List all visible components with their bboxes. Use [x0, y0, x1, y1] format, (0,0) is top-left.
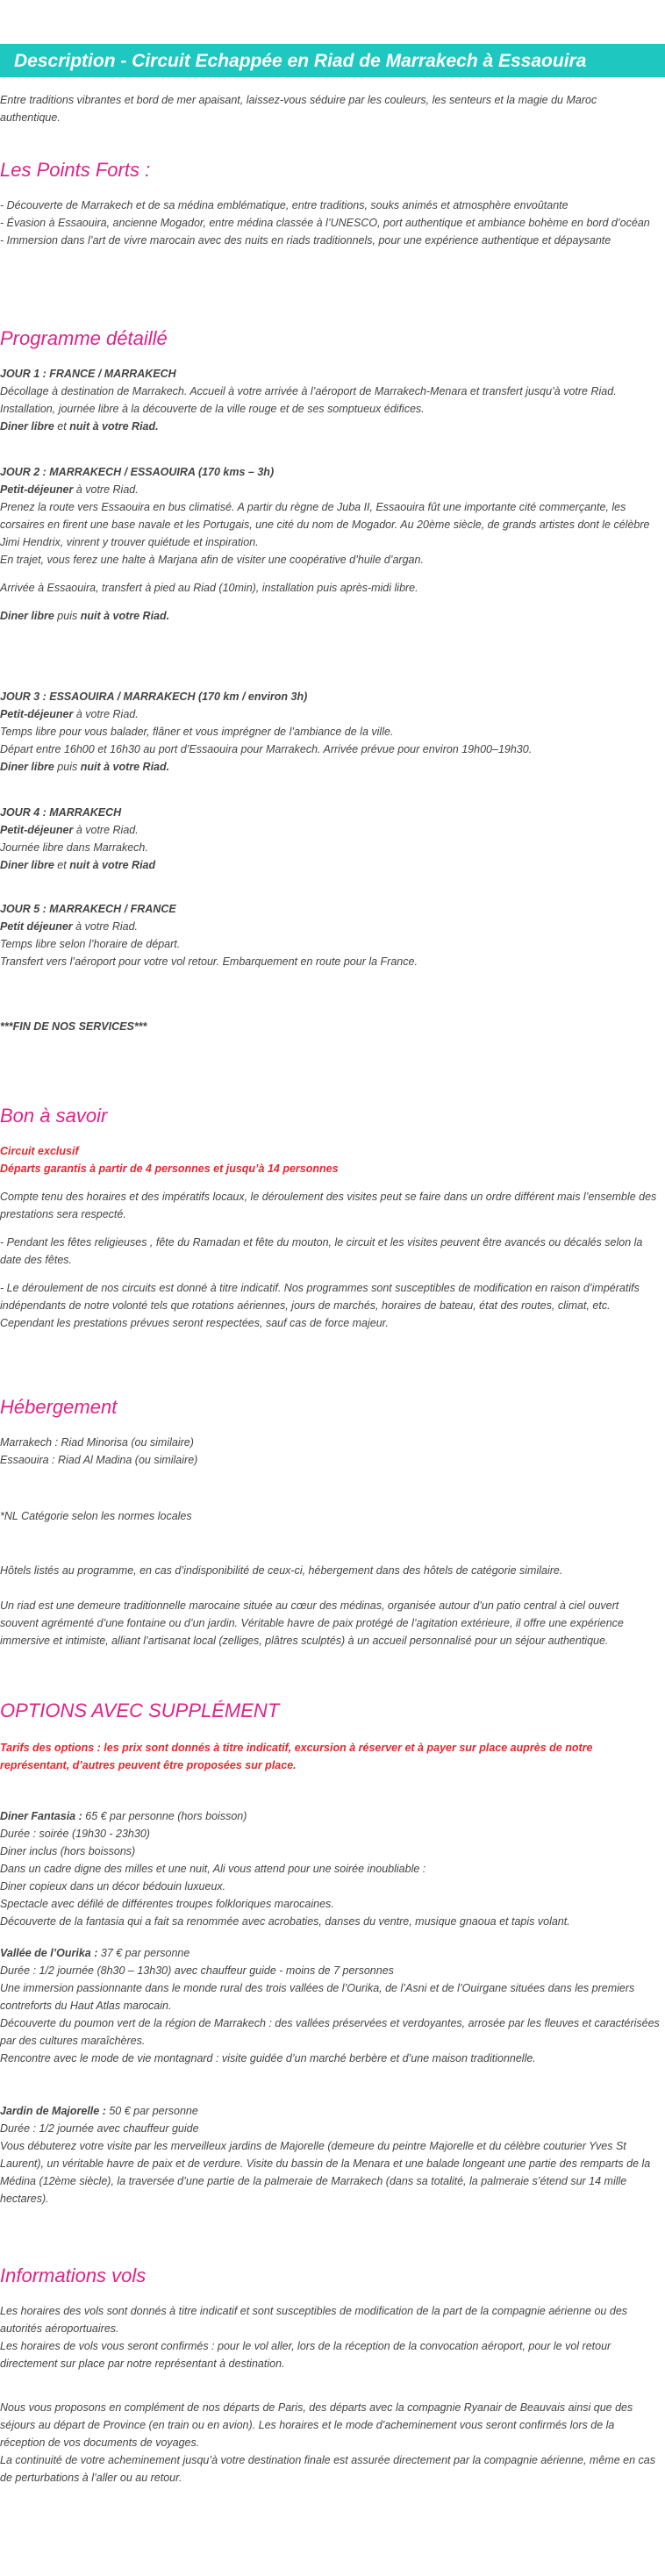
day5-breakfast-line [0, 918, 660, 935]
connector: puis [54, 610, 81, 622]
connector: puis [54, 761, 81, 773]
day4-block [0, 804, 660, 874]
petit-label: Petit-déjeuner [0, 824, 74, 836]
title-banner [0, 44, 665, 77]
day1-meal-line [0, 418, 660, 435]
hebergement-heading: Hébergement [0, 1396, 118, 1418]
points-forts-heading: Les Points Forts : [0, 159, 151, 181]
points-forts-list [0, 197, 660, 249]
majorelle-line: Durée : 1/2 journée avec chauffeur guide [0, 2122, 199, 2135]
connector: et [54, 859, 70, 871]
breakfast-rest: à votre Riad. [73, 824, 139, 836]
day3-title: JOUR 3 : ESSAOUIRA / MARRAKECH (170 km / environ 3h) [0, 691, 308, 703]
vols-p2: Les horaires de vols vous seront confirmés : pour le vol aller, lors de la réception de la convocation aéroport, pour le vol retour directement sur place par notre représentant à destination. [0, 2340, 611, 2370]
fantasia-name: Diner Fantasia : [0, 1810, 82, 1822]
ourika-line: Découverte du poumon vert de la région de Marrakech : des vallées préservées et verdoyantes, arrosée par les fleuves et caractérisées par des cultures maraîchères. [0, 2017, 660, 2047]
intro-paragraph: Entre traditions vibrantes et bord de mer apaisant, laissez-vous séduire par les couleurs, les senteurs et la magie du Maroc authentique. [0, 94, 597, 124]
nuit-label: nuit à votre Riad [69, 859, 156, 871]
ourika-title-line [0, 1944, 660, 1962]
fantasia-price: 65 € par personne (hors boisson) [82, 1810, 247, 1822]
majorelle-line: Vous débuterez votre visite par les merveilleux jardins de Majorelle (demeure du peintre Majorelle et du célèbre couturier Yves St Laurent), un véritable havre de paix et de verdure. Visite du bassin de la Menara et une balade longeant une partie des remparts de la Médina (12ème siècle), la traversée d’une partie de la palmeraie de Marrakech (dans sa totalité, la palmeraie s’étend sur 14 mille hectares). [0, 2140, 651, 2205]
ourika-name: Vallée de l’Ourika : [0, 1947, 98, 1959]
day3-meal-line [0, 758, 660, 776]
fantasia-line: Découverte de la fantasia qui a fait sa renommée avec acrobaties, danses du ventre, musique gnaoua et tapis volant. [0, 1915, 570, 1928]
list-item: - Découverte de Marrakech et de sa médina emblématique, entre traditions, souks animés et atmosphère envoûtante [0, 199, 568, 211]
hotel-essaouira: Essaouira : Riad Al Madina (ou similaire) [0, 1454, 198, 1466]
fantasia-title-line [0, 1807, 660, 1825]
day2-breakfast-line [0, 481, 660, 498]
option-ourika [0, 1944, 660, 2067]
petit-label: Petit déjeuner [0, 920, 73, 933]
fantasia-line: Diner copieux dans un décor bédouin luxueux. [0, 1880, 226, 1893]
hotel-marrakech: Marrakech : Riad Minorisa (ou similaire) [0, 1436, 194, 1449]
nl-categorie: *NL Catégorie selon les normes locales [0, 1510, 192, 1522]
ourika-price: 37 € par personne [97, 1947, 190, 1959]
intro-text [0, 91, 660, 126]
programme-heading: Programme détaillé [0, 327, 168, 349]
bon-a-savoir-p2: - Pendant les fêtes religieuses , fête du Ramadan et fête du mouton, le circuit et les visites peuvent être avancés ou décalés selon la date des fêtes. [0, 1236, 643, 1266]
diner-label: Diner libre [0, 610, 54, 622]
nuit-label: nuit à votre Riad. [69, 420, 159, 433]
vols-p3: Nous vous proposons en complément de nos départs de Paris, des départs avec la compagnie Ryanair de Beauvais ainsi que des séjours au départ de Province (en train ou en avion). Les horaires et le mode d’acheminement vous seront confirmés lors de la réception de vos documents de voyages. [0, 2401, 633, 2449]
nuit-label: nuit à votre Riad. [80, 610, 170, 622]
majorelle-title-line [0, 2102, 660, 2120]
hotels-note: Hôtels listés au programme, en cas d’indisponibilité de ceux-ci, hébergement dans des hôtels de catégorie similaire. [0, 1564, 563, 1577]
day4-title: JOUR 4 : MARRAKECH [0, 806, 122, 819]
day1-text: Décollage à destination de Marrakech. Accueil à votre arrivée à l’aéroport de Marrakech-Menara et transfert jusqu’à votre Riad. Installation, journée libre à la découverte de la ville rouge et de ses somptueux édifices. [0, 385, 617, 415]
options-tarifs [0, 1739, 660, 1774]
day1-title: JOUR 1 : FRANCE / MARRAKECH [0, 368, 176, 380]
vols-block-1 [0, 2302, 660, 2372]
day5-title: JOUR 5 : MARRAKECH / FRANCE [0, 903, 176, 915]
diner-label: Diner libre [0, 761, 54, 773]
connector: et [54, 420, 70, 433]
option-fantasia [0, 1807, 660, 1930]
hebergement-list [0, 1434, 660, 1469]
ourika-line: Une immersion passionnante dans le monde rural des trois vallées de l’Ourika, de l’Asni et de l’Ouirgane situées dans les premiers contreforts du Haut Atlas marocain. [0, 1982, 635, 2012]
breakfast-rest: à votre Riad. [72, 920, 139, 933]
circuit-exclusif: Circuit exclusif [0, 1145, 79, 1157]
diner-label: Diner libre [0, 420, 54, 433]
day5-block [0, 900, 660, 970]
page-title: Description - Circuit Echappée en Riad de Marrakech à Essaouira [14, 51, 587, 71]
majorelle-price: 50 € par personne [105, 2105, 198, 2117]
diner-label: Diner libre [0, 859, 54, 871]
options-heading: OPTIONS AVEC SUPPLÉMENT [0, 1699, 280, 1721]
day5-text2: Transfert vers l’aéroport pour votre vol retour. Embarquement en route pour la France. [0, 955, 418, 968]
day3-text1: Temps libre pour vous balader, flâner et vous imprégner de l’ambiance de la ville. [0, 726, 394, 738]
day2-text1: Prenez la route vers Essaouira en bus climatisé. A partir du règne de Juba II, Essaouira fût une importante cité commerçante, les corsaires en firent une base navale et les Portugais, une cité du nom de Mogador. Au 20ème siècle, de grands artistes dont le célèbre Jimi Hendrix, vinrent y trouver quiétude et inspiration. [0, 501, 650, 548]
day3-breakfast-line [0, 705, 660, 723]
ourika-line: Rencontre avec le mode de vie montagnard : visite guidée d’un marché berbère et d’une maison traditionnelle. [0, 2052, 536, 2064]
nuit-label: nuit à votre Riad. [80, 761, 170, 773]
tarifs-note: Tarifs des options : les prix sont donnés à titre indicatif, excursion à réserver et à payer sur place auprès de notre représentant, d’autres peuvent être proposées sur place. [0, 1742, 593, 1771]
petit-label: Petit-déjeuner [0, 483, 74, 496]
majorelle-name: Jardin de Majorelle : [0, 2105, 106, 2117]
day2-text3: Arrivée à Essaouira, transfert à pied au Riad (10min), installation puis après-midi libre. [0, 582, 418, 594]
day3-text2: Départ entre 16h00 et 16h30 au port d’Essaouira pour Marrakech. Arrivée prévue pour environ 19h00–19h30. [0, 743, 533, 755]
option-majorelle [0, 2102, 660, 2207]
departs-garantis: Départs garantis à partir de 4 personnes et jusqu’à 14 personnes [0, 1163, 339, 1175]
fantasia-line: Durée : soirée (19h30 - 23h30) [0, 1828, 150, 1840]
breakfast-rest: à votre Riad. [73, 708, 139, 720]
day5-text1: Temps libre selon l’horaire de départ. [0, 938, 181, 950]
list-item: - Évasion à Essaouira, ancienne Mogador, entre médina classée à l’UNESCO, port authentique et ambiance bohème en bord d’océan [0, 217, 650, 229]
bon-a-savoir-p3: - Le déroulement de nos circuits est donné à titre indicatif. Nos programmes sont susceptibles de modification en raison d’impératifs indépendants de notre volonté tels que rotations aériennes, jours de marchés, horaires de bateau, état des routes, climat, etc. Cependant les prestations prévues seront respectées, sauf cas de force majeur. [0, 1282, 640, 1329]
bon-a-savoir-heading: Bon à savoir [0, 1105, 108, 1127]
fin-services: ***FIN DE NOS SERVICES*** [0, 1020, 147, 1033]
breakfast-rest: à votre Riad. [73, 483, 139, 496]
vols-block-2 [0, 2399, 660, 2487]
day4-breakfast-line [0, 821, 660, 839]
riad-description: Un riad est une demeure traditionnelle marocaine située au cœur des médinas, organisée autour d’un patio central à ciel ouvert souvent agrémenté d’une fontaine ou d’un jardin. Véritable havre de paix protégé de l’agitation extérieure, il offre une expérience immersive et intimiste, alliant l’artisanat local (zelliges, plâtres sculptés) à un accueil personnalisé pour un séjour authentique. [0, 1599, 624, 1647]
vols-p4: La continuité de votre acheminement jusqu’à votre destination finale est assurée directement par la compagnie aérienne, même en cas de perturbations à l’aller ou au retour. [0, 2454, 655, 2484]
day2-block [0, 463, 660, 625]
bon-a-savoir-block [0, 1142, 660, 1332]
list-item: - Immersion dans l’art de vivre marocain avec des nuits en riads traditionnels, pour une expérience authentique et dépaysante [0, 234, 611, 247]
fantasia-line: Diner inclus (hors boissons) [0, 1845, 136, 1857]
day2-text2: En trajet, vous ferez une halte à Marjana afin de visiter une coopérative d’huile d’argan. [0, 554, 424, 566]
day2-title: JOUR 2 : MARRAKECH / ESSAOUIRA (170 kms – 3h) [0, 466, 275, 478]
fantasia-line: Spectacle avec défilé de différentes troupes folkloriques marocaines. [0, 1898, 334, 1910]
day3-block [0, 688, 660, 776]
bon-a-savoir-p1: Compte tenu des horaires et des impératifs locaux, le déroulement des visites peut se faire dans un ordre différent mais l’ensemble des prestations sera respecté. [0, 1191, 657, 1220]
fantasia-line: Dans un cadre digne des milles et une nuit, Ali vous attend pour une soirée inoubliable : [0, 1863, 426, 1875]
day2-meal-line [0, 607, 660, 625]
day4-text1: Journée libre dans Marrakech. [0, 841, 148, 854]
day4-meal-line [0, 856, 660, 874]
petit-label: Petit-déjeuner [0, 708, 74, 720]
informations-vols-heading: Informations vols [0, 2265, 147, 2286]
vols-p1: Les horaires des vols sont donnés à titre indicatif et sont susceptibles de modification de la part de la compagnie aérienne ou des autorités aéroportuaires. [0, 2305, 628, 2335]
ourika-line: Durée : 1/2 journée (8h30 – 13h30) avec chauffeur guide - moins de 7 personnes [0, 1964, 394, 1977]
day1-block [0, 365, 660, 435]
